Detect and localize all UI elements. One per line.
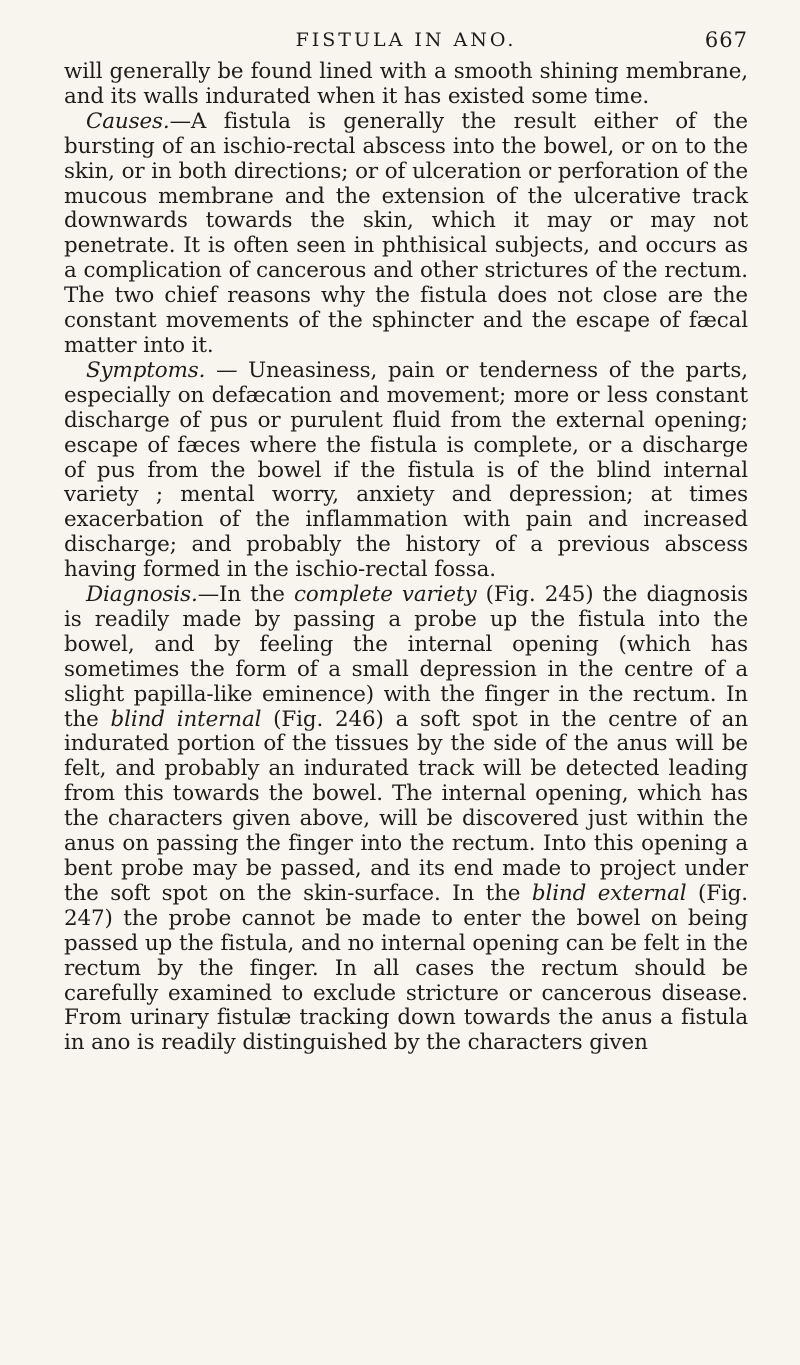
paragraph-text: (Fig. 247) the probe cannot be made to enter the bowel on being passed up the fistula, and no internal opening can be felt in the rectum by the finger. In all cases the rectum should be carefully examined to exclude stricture or cancerous disease. From urinary fistulæ tracking down towards the anus a fistula in ano is readily distinguished by the characters given [64, 880, 748, 1056]
paragraph-text: — Uneasiness, pain or tenderness of the parts, especially on defæcation and movement; more or less constant discharge of pus or purulent fluid from the external opening; escape of fæces where the fistula is complete, or a discharge of pus from the bowel if the fistula is of the blind internal variety ; mental worry, anxiety and depression; at times exacerbation of the inflammation with pain and increased discharge; and probably the history of a previous abscess having formed in the ischio-rectal fossa. [64, 357, 748, 583]
running-head [64, 20, 748, 60]
section-heading-symptoms: Symptoms. [86, 357, 206, 383]
paragraph-causes [64, 110, 748, 359]
paragraph-symptoms [64, 359, 748, 583]
emphasis-complete-variety: complete variety [293, 582, 477, 608]
paragraph-diagnosis [64, 583, 748, 1056]
paragraph-continuation [64, 60, 748, 110]
paragraph-text: (Fig. 245) the diagnosis is readily made by passing a probe up the fistula into the bowel, and by feeling the internal opening (which has sometimes the form of a small depression in the centre of a slight papilla-like eminence) with the finger in the rectum. In the [64, 582, 748, 732]
emphasis-blind-external: blind external [531, 880, 687, 906]
paragraph-text: will generally be found lined with a smooth shining membrane, and its walls indurated when it has existed some time. [64, 59, 748, 109]
section-heading-diagnosis: Diagnosis. [86, 582, 198, 608]
emphasis-blind-internal: blind internal [110, 706, 262, 732]
paragraph-text: (Fig. 246) a soft spot in the centre of an indurated portion of the tissues by the side of the anus will be felt, and probably an indurated track will be detected leading from this towards the bowel. The internal opening, which has the characters given above, will be discovered just within the anus on passing the finger into the rectum. Into this opening a bent probe may be passed, and its end made to project under the soft spot on the skin-surface. In the [64, 706, 748, 906]
body-text [64, 60, 748, 1056]
page-number: 667 [704, 28, 748, 52]
section-heading-causes: Causes. [86, 108, 170, 134]
running-title: FISTULA IN ANO. [295, 29, 517, 51]
paragraph-text: —In the [197, 582, 294, 608]
paragraph-text: —A fistula is generally the result either of the bursting of an ischio-rectal abscess into the bowel, or on to the skin, or in both directions; or of ulceration or perforation of the mucous membrane and the extension of the ulcerative track downwards towards the skin, which it may or may not penetrate. It is often seen in phthisical subjects, and occurs as a complication of cancerous and other strictures of the rectum. The two chief reasons why the fistula does not close are the constant movements of the sphincter and the escape of fæcal matter into it. [64, 108, 748, 358]
